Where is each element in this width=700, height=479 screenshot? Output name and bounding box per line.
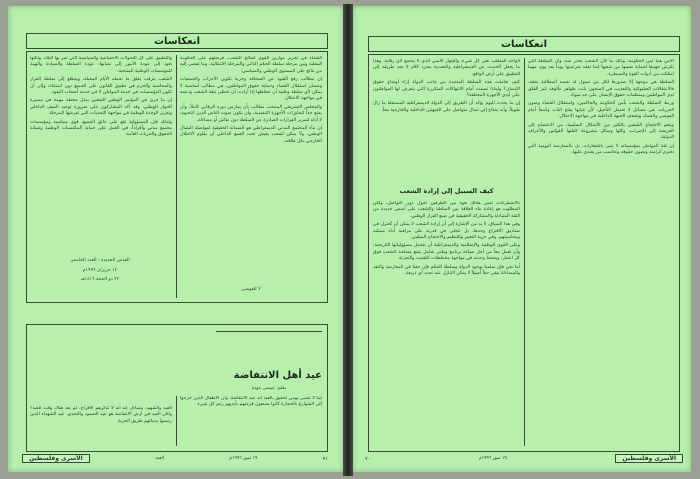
right-page-subhead: كيف السبيل إلى إرادة الشعب (399, 187, 494, 195)
paragraph: الأمن هما أمن الحكومة، وذلك ما كان الشعب يحذر منه، وأن السلطة التي تكرس جهدها لحماية نفسها من شعبها إنما تفقد شرعيتها يوماً بعد يوم، مهما امتلكت من أدوات القوة والسيطرة. (528, 59, 674, 77)
right-page (353, 6, 691, 472)
paragraph: ولذلك فإن المسؤولية تقع على عاتق الجميع، قوى سياسية ومؤسسات مجتمع مدني وأفراداً، في العمل على حماية المكتسبات الوطنية وصيانة الحقوق والحريات العامة. (30, 119, 172, 138)
left-page-number: ٧١ (322, 455, 328, 462)
right-page-number: ٧٠ (365, 455, 371, 462)
footer-issue-date: ١٩ تموز ١٩٩٦م (478, 456, 507, 461)
article-right-column (180, 396, 322, 446)
left-page-footer (22, 454, 328, 463)
paragraph: والتطبيق على كل التحولات الاجتماعية والسياسية التي تمر بها البلاد، ولكنها تعود إلى عودة الأمور إلى نصابها: عودة السلطة والسيادة والهيبة للمؤسسات الوطنية المنتخبة. (30, 56, 172, 74)
right-page-header (368, 36, 680, 52)
left-page-header (26, 33, 328, 49)
right-page-left-column-bottom (373, 201, 520, 444)
right-page-left-column-top (373, 59, 520, 171)
binding-gutter (343, 4, 353, 476)
paragraph: وفي هذا السياق، لا بد من الإشارة إلى أن إرادة الشعب لا يمكن أن تُختزل في صناديق الاقتراع وحدها، بل تتجلى في قدرته على مراقبة أداء ممثليه ومحاسبتهم، وفي حرية التعبير والتنظيم والاحتجاج السلمي. (373, 222, 520, 241)
paragraph: العيد والشهيد، يتساءل إنه أنه لا تذكرهم الأفراح، لم يعد هناك وقت للعيد؟ ولكن العيد في أرض الانتفاضة هو عيد الصمود والتحدي، عيد الشهداء الذين رسموا بدمائهم طريق الحرية. (30, 406, 172, 424)
source-date-hijri: ٢٢ ذو الحجة ١٤١٦هـ (80, 277, 120, 282)
left-page-header-title: انعكاسات (153, 35, 201, 47)
paragraph: الشعب يترقب بقلق ما تحمله الأيام المقبلة، ويتطلع إلى سلطة القرار والمحاسبة والحزم في تطبيق القانون على الجميع دون استثناء، وإلى أن تكون المؤسسات في خدمة المواطن لا في خدمة أصحاب النفوذ. (30, 77, 172, 96)
article-title: عيد أهل الانتفاضة (233, 370, 322, 381)
left-page-column-divider (176, 55, 177, 298)
paragraph: لينا لا تنسى يومي تحقيق بالعيد أنه عيد الانتفاضة، وأن الأطفال الذين خرجوا إلى الشوارع بالحجارة كانوا يصنعون فرحتهم بأيديهم رغم كل شيء. (180, 396, 322, 408)
paragraph: إن بناء المجتمع المدني الديمقراطي هو الضمانة الحقيقية لمواصلة النضال الوطني، ولا يمكن لشعب يعيش تحت القمع الداخلي أن يقاوم الاحتلال الخارجي بكل طاقته. (180, 126, 322, 144)
right-page-column-divider (524, 58, 525, 446)
footer-logo: الأسرى وفلسطين (615, 454, 683, 463)
article-title-rule (216, 331, 322, 332)
paragraph: أما نحن فإن سلمنا بوجود الدولة وسلطة الحكم فإن حقنا في المعارضة والنقد والمساءلة يبقى حقاً أصيلاً لا يمكن التنازل عنه تحت أي ذريعة. (373, 264, 520, 277)
right-page-header-title: انعكاسات (500, 38, 548, 50)
paragraph: وينعم الاحتجاج الشعبي بالكثير من الأشكال السلمية، من الاعتصام إلى العريضة إلى الإضراب، وكلها وسائل مشروعة كفلتها القوانين والأعراف الدولية. (528, 122, 674, 141)
paragraph: الواحد المتغلب على كل شيء، والجهاز الأمني الذي لا يخضع لأي رقابة، وهذا ما يجعل الحديث عن الديمقراطية والتعددية مجرد كلام لا يجد طريقه إلى التطبيق على أرض الواقع. (373, 59, 520, 77)
right-page-footer (365, 454, 683, 463)
paragraph: بالاضطرابات ليس هنالك هوة بين الطرفين تحول دون التواصل، ولكن المطلوب هو إعادة بناء العلاقة بين السلطة والشعب على أسس جديدة من الثقة المتبادلة والمشاركة الحقيقية في صنع القرار الوطني. (373, 201, 520, 219)
footer-logo: الأسرى وفلسطين (22, 454, 90, 463)
paragraph: إن ما جرى في المؤتمر الوطني الشعبي يمثل محطة مهمة في مسيرة الحوار الوطني، وقد أكد المشاركون على ضرورة توحيد الصف الداخلي وتعزيز الوحدة الوطنية في مواجهة التحديات التي تفرضها المرحلة. (30, 98, 172, 117)
left-page-signoff: لا للفوضى (241, 287, 261, 292)
article-left-column (30, 406, 172, 446)
article-byline: بقلم: عيسى عودة (251, 386, 287, 391)
footer-issue-label: العدد (155, 456, 165, 461)
paragraph: كيف تعاملت هذه السلطة المتحدة من جانب الدولة إزاء أوضاع حقوق الإنسان؟ ولماذا تصمت أمام الانتهاكات المتكررة التي يتعرض لها المواطنون على أيدي الأجهزة المختلفة؟ (373, 80, 520, 99)
left-page-left-column (30, 56, 172, 252)
footer-issue-date: ١٩ تموز ١٩٩٦م (229, 456, 258, 461)
paragraph: والمجلس التشريعي المنتخب مطالب بأن يمارس دوره الرقابي كاملاً، وأن يضع حداً لتجاوزات الأجهزة التنفيذية، وأن يكون صوت الناس الذين انتخبوه، لا أداة لتمرير القرارات الصادرة عن السلطة دون نقاش أو مساءلة. (180, 104, 322, 123)
right-page-right-column (528, 59, 674, 444)
article-column-divider (176, 396, 177, 446)
left-page-right-column (180, 56, 322, 278)
source-date-gregorian: ١٢ حزيران ١٩٩٦م (82, 268, 118, 273)
paragraph: إن ما يحدث اليوم يؤكد أن الطريق إلى الدولة الديمقراطية المستقلة ما زال طويلاً، وأنه يحتاج إلى نضال متواصل على الجبهتين الداخلية والخارجية معاً. (373, 101, 520, 113)
paragraph: السلطة هي موجهة إلا صدورها لكل من تسول له نفسه المطالبة بحقه، فالاعتقالات العشوائية والتعذيب في السجون باتت ظواهر مألوفة تثير القلق لدى المواطنين ومنظمات حقوق الإنسان على حد سواء. (528, 80, 674, 99)
paragraph: إن مطالب رفع القيود عن الصحافة وحرية تكوين الأحزاب والجمعيات وضمان استقلال القضاء وحماية حقوق المواطنين، هي مطالب أساسية لا يمكن لأي سلطة وطنية أن تتجاهلها إذا أرادت أن تحظى بثقة الشعب ودعمه في مواجهة الاحتلال. (180, 77, 322, 102)
paragraph: إن ثقة المواطن بمؤسساته لا تبنى بالشعارات، بل بالممارسة اليومية التي تحترم كرامته وتصون حقوقه وتحاسب من يعتدي عليها. (528, 143, 674, 156)
left-page (8, 6, 343, 472)
paragraph: وعلى القوى الوطنية والإسلامية والديمقراطية أن تتحمل مسؤولياتها التاريخية، وأن تعمل معاً من أجل صياغة برنامج وطني شامل يضع مصلحة الشعب فوق كل اعتبار، ويحفظ وحدته في مواجهة مخططات التفتيت والتجزئة. (373, 243, 520, 262)
paragraph: وربط السلطة والشعب بأمن الحكومة والحاكمين، واستقلال القضاء وصون الحريات، هي مسائل لا تحتمل التأجيل، لأن غيابها يفتح الباب واسعاً أمام الفوضى والفساد ويضعف الجبهة الداخلية في مواجهة الاحتلال. (528, 101, 674, 120)
paragraph: القضاء في تحرير موازين القوى لصالح الشعب، فرضتهم على الحكومة المعلنة وبين مرحلة سلطة الحكم الذاتي والمرحلة الانتقالية، وما تفضي إليه من نتائج على المستوى الوطني والسياسي. (180, 56, 322, 74)
source-line: القدس الجديدة - العدد الخامس (70, 258, 130, 263)
